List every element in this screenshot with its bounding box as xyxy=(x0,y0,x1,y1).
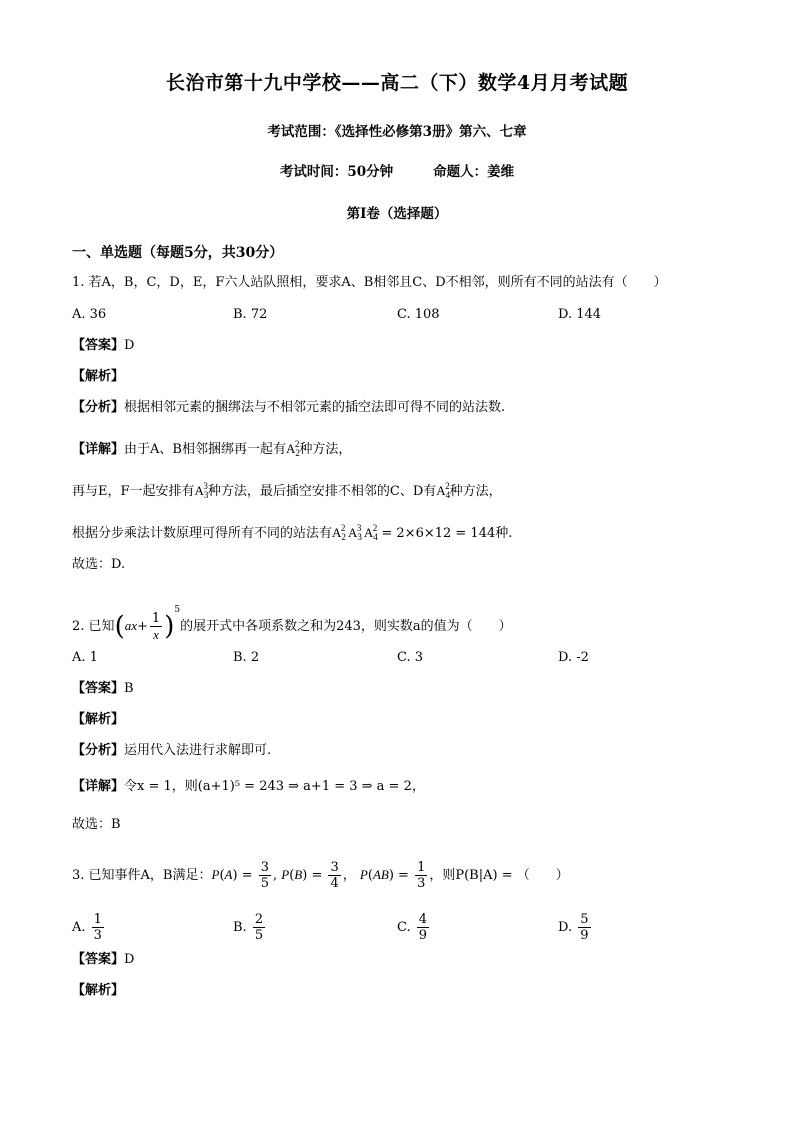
q3-jiexi: 【解析】 xyxy=(72,983,125,998)
exam-author: 命题人：姜维 xyxy=(433,164,515,180)
question-1-stem: 1. 若A，B，C，D，E，F六人站队照相，要求A、B相邻且C、D不相邻，则所有不同的站法有（ ） xyxy=(72,275,667,290)
q1-conclusion: 故选：D. xyxy=(72,557,126,572)
q1-detail-3: 根据分步乘法计数原理可得所有不同的站法有$A_2^2$ $A_3^3$ $A_4^2 = 2\times 6\times 12 = 144$种. xyxy=(72,523,513,542)
q1-detail-1: 【详解】由于A、B相邻捆绑再一起有$A_2^2$种方法， xyxy=(72,439,352,458)
q3-option-d: D. $\frac{5}{9}$ xyxy=(558,912,589,943)
exam-time: 考试时间：50分钟 xyxy=(279,164,394,180)
q2-detail: 【详解】令x = 1，则(a+1)⁵ = 243 ⇒ a+1 = 3 ⇒ a = 2， xyxy=(72,779,425,794)
q2-option-c: C. 3 xyxy=(397,650,424,665)
q1-answer: 【答案】D xyxy=(72,338,135,353)
q1-option-c: C. 108 xyxy=(397,307,440,322)
q2-option-a: A. 1 xyxy=(72,650,98,665)
q1-analysis: 【分析】根据相邻元素的捆绑法与不相邻元素的插空法即可得不同的站法数. xyxy=(72,400,506,415)
q1-option-a: A. 36 xyxy=(72,307,107,322)
q2-answer: 【答案】B xyxy=(72,681,134,696)
q2-jiexi: 【解析】 xyxy=(72,712,125,727)
q3-option-a: A. $\frac{1}{3}$ xyxy=(72,912,102,943)
q2-option-d: D. -2 xyxy=(558,650,589,665)
q3-option-b: B. $\frac{2}{5}$ xyxy=(233,912,264,943)
q1-detail-2: 再与E，F一起安排有$A_3^3$种方法，最后插空安排不相邻的C、D有$A_4^2$种方法， xyxy=(72,481,502,500)
q2-conclusion: 故选：B xyxy=(72,817,121,832)
volume-heading: 第I卷（选择题） xyxy=(346,206,448,222)
q2-analysis: 【分析】运用代入法进行求解即可. xyxy=(72,743,272,758)
question-3-stem: 3. 已知事件A，B满足：P(A) = $\frac{3}{5}$ , P(B) = $\frac{3}{4}$ ， P(AB) = $\frac{1}{3}$ ，则P(B|A) = （ ） xyxy=(72,860,569,891)
exam-scope: 考试范围：《选择性必修第3册》第六、七章 xyxy=(267,124,527,140)
q1-option-d: D. 144 xyxy=(558,307,602,322)
q3-answer: 【答案】D xyxy=(72,952,135,967)
q2-option-b: B. 2 xyxy=(233,650,260,665)
q3-option-c: C. $\frac{4}{9}$ xyxy=(397,912,428,943)
q1-option-b: B. 72 xyxy=(233,307,268,322)
question-2-stem: 2. 已知(ax+ $\frac{1}{x}$ )$^5$的展开式中各项系数之和为243，则实数a的值为（ ） xyxy=(72,605,512,642)
exam-info xyxy=(0,160,794,180)
section-heading: 一、单选题（每题5分，共30分） xyxy=(72,245,284,261)
q1-jiexi: 【解析】 xyxy=(72,369,125,384)
exam-title: 长治市第十九中学校——高二（下）数学4月月考试题 xyxy=(165,72,629,94)
